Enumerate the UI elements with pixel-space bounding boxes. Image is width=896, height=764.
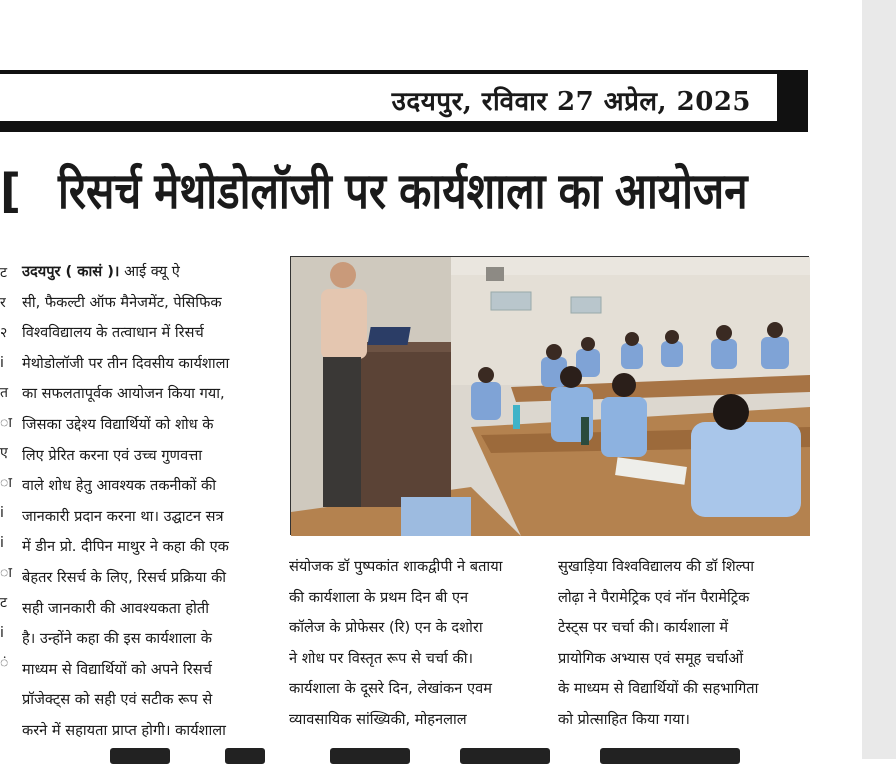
article-photo	[290, 256, 809, 535]
article-text: विश्वविद्यालय के तत्वाधान में रिसर्च	[22, 324, 204, 342]
article-text: लिए प्रेरित करना एवं उच्च गुणवत्ता	[22, 446, 203, 464]
article-text: प्रॉजेक्ट्स को सही एवं सटीक रूप से	[22, 691, 213, 709]
article-text: वाले शोध हेतु आवश्यक तकनीकों की	[22, 477, 217, 495]
article-text: आई क्यू ऐ	[119, 263, 180, 280]
article-text: सही जानकारी की आवश्यकता होती	[22, 599, 210, 617]
article-text: है। उन्होंने कहा की इस कार्यशाला के	[22, 630, 212, 648]
article-line	[22, 471, 276, 502]
article-line: ने शोध पर विस्तृत रूप से चर्चा की।	[289, 649, 474, 667]
photo-icon	[291, 257, 810, 536]
date-bar-shadow	[0, 125, 808, 132]
article-line	[22, 624, 276, 655]
article-line: कार्यशाला के दूसरे दिन, लेखांकन एवम	[289, 680, 492, 698]
article-line	[22, 594, 276, 625]
article-line: प्रायोगिक अभ्यास एवं समूह चर्चाओं	[558, 649, 744, 667]
article-line: टेस्ट्स पर चर्चा की। कार्यशाला में	[558, 619, 729, 637]
page-edge-strip	[862, 0, 896, 759]
margin-char: ं	[0, 655, 9, 671]
previous-headline-fragment: [	[0, 164, 22, 218]
article-column-2	[289, 552, 545, 736]
article-line: लोढ़ा ने पैरामेट्रिक एवं नॉन पैरामेट्रिक	[558, 588, 750, 606]
margin-char: २	[0, 325, 8, 341]
article-column-1	[22, 257, 276, 747]
article-line: कॉलेज के प्रोफेसर (रि) एन के दशोरा	[289, 619, 483, 637]
article-line: संयोजक डॉ पुष्पकांत शाकद्वीपी ने बताया	[289, 558, 503, 575]
margin-char: त	[0, 385, 8, 401]
margin-char: र	[0, 295, 6, 311]
article-text: जानकारी प्रदान करना था। उद्घाटन सत्र	[22, 507, 224, 525]
article-line	[22, 257, 276, 288]
article-line	[22, 318, 276, 349]
headline: रिसर्च मेथोडोलॉजी पर कार्यशाला का आयोजन	[58, 161, 748, 220]
next-headline-fragment	[0, 744, 800, 759]
margin-char: i	[0, 535, 4, 551]
article-line	[22, 410, 276, 441]
margin-chars	[0, 258, 12, 678]
article-text: जिसका उद्देश्य विद्यार्थियों को शोध के	[22, 415, 214, 433]
article-column-3	[558, 552, 810, 736]
article-line	[22, 349, 276, 380]
margin-char: i	[0, 625, 4, 641]
article-line	[22, 532, 276, 563]
article-text: करने में सहायता प्राप्त होगी। कार्यशाला	[22, 721, 226, 739]
article-text: बेहतर रिसर्च के लिए, रिसर्च प्रक्रिया की	[22, 568, 227, 586]
article-line: के माध्यम से विद्यार्थियों की सहभागिता	[558, 680, 759, 698]
article-line	[22, 379, 276, 410]
article-text: सी, फैकल्टी ऑफ मैनेजमेंट, पेसिफिक	[22, 293, 222, 311]
margin-char: i	[0, 355, 4, 371]
date-text: उदयपुर, रविवार 27 अप्रेल, 2025	[391, 87, 751, 117]
margin-char: i	[0, 505, 4, 521]
article-text: का सफलतापूर्वक आयोजन किया गया,	[22, 385, 225, 403]
margin-char: ा	[0, 415, 12, 431]
article-text: माध्यम से विद्यार्थियों को अपने रिसर्च	[22, 660, 212, 678]
article-line: सुखाड़िया विश्वविद्यालय की डॉ शिल्पा	[558, 558, 755, 575]
margin-char: ए	[0, 445, 8, 461]
date-bar	[0, 70, 781, 125]
article-line: को प्रोत्साहित किया गया।	[558, 710, 690, 728]
article-line: की कार्यशाला के प्रथम दिन बी एन	[289, 588, 469, 606]
article-line	[22, 655, 276, 686]
dateline: उदयपुर ( कासं )।	[22, 263, 120, 280]
article-line	[22, 502, 276, 533]
article-line	[22, 685, 276, 716]
article-text: मेथोडोलॉजी पर तीन दिवसीय कार्यशाला	[22, 354, 230, 372]
margin-char: ट	[0, 595, 8, 611]
article-line	[22, 441, 276, 472]
article-text: में डीन प्रो. दीपिन माथुर ने कहा की एक	[22, 538, 229, 556]
margin-char: ा	[0, 475, 12, 491]
article-line	[22, 563, 276, 594]
margin-char: ट	[0, 265, 8, 281]
article-line	[22, 716, 276, 747]
article-line: व्यावसायिक सांख्यिकी, मोहनलाल	[289, 710, 467, 728]
margin-char: ा	[0, 565, 12, 581]
date-bar-end	[781, 70, 808, 132]
article-line	[22, 288, 276, 319]
